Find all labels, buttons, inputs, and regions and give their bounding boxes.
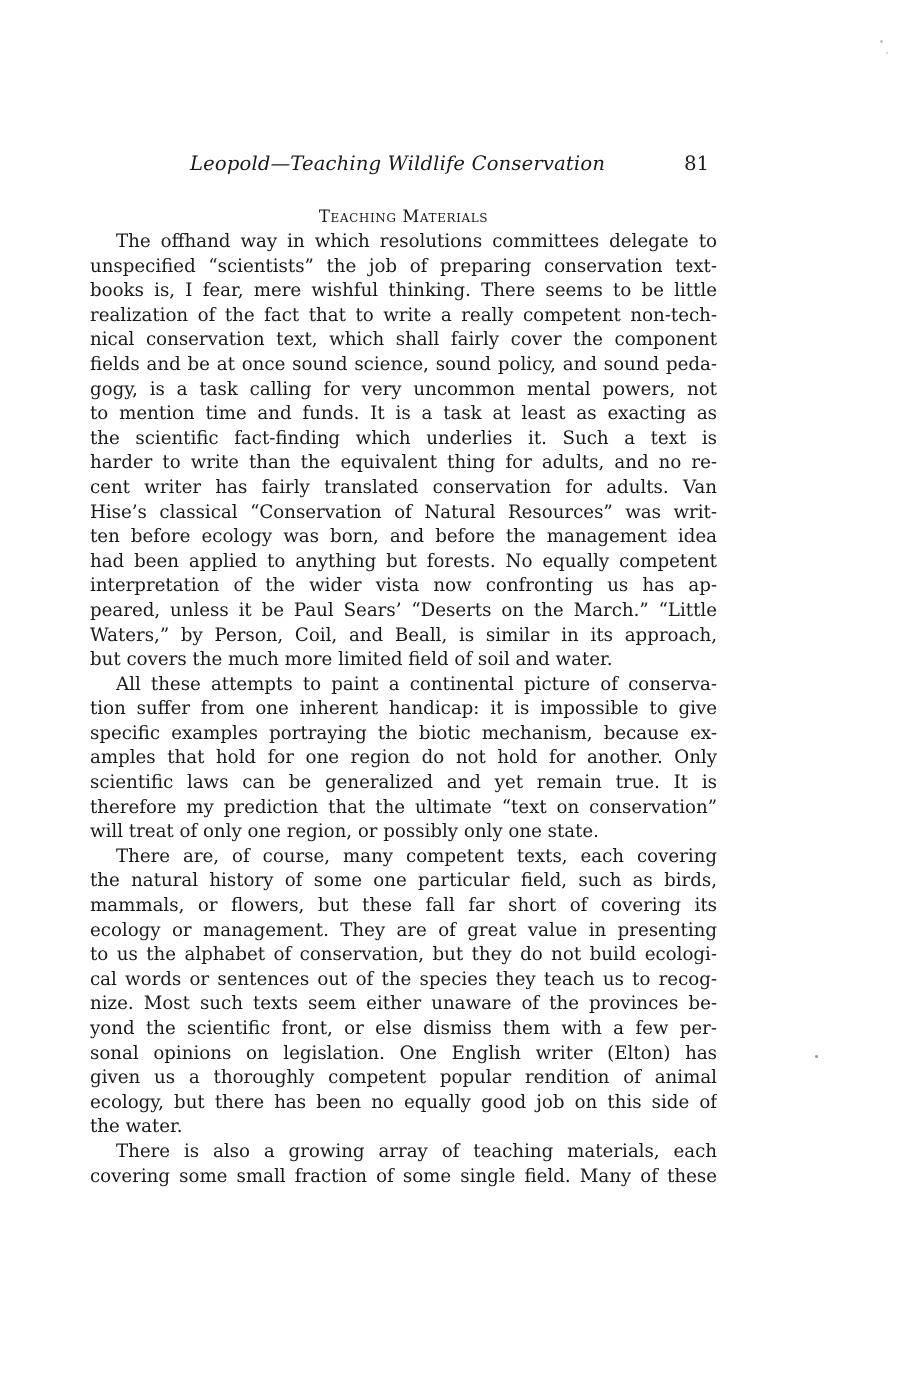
- text-line: interpretation of the wider vista now confronting us has ap-: [90, 575, 717, 597]
- text-line: therefore my prediction that the ultimate “text on conservation”: [90, 796, 717, 818]
- text-line: yond the scientific front, or else dismiss them with a few per-: [90, 1018, 717, 1039]
- text-line: the natural history of some one particular field, such as birds,: [90, 870, 717, 892]
- text-line: The offhand way in which resolutions committees delegate to: [116, 231, 717, 252]
- text-line: given us a thoroughly competent popular rendition of animal: [90, 1067, 717, 1089]
- paragraph: [90, 845, 717, 1140]
- scan-speck: [886, 52, 888, 54]
- text-line: ten before ecology was born, and before the management idea: [90, 526, 717, 548]
- book-page: [90, 152, 717, 1189]
- paragraph: [90, 1140, 717, 1189]
- text-line: to mention time and funds. It is a task at least as exacting as: [90, 403, 717, 425]
- running-head: [90, 152, 717, 188]
- text-line: Waters,” by Person, Coil, and Beall, is similar in its approach,: [90, 624, 717, 646]
- text-line: fields and be at once sound science, sound policy, and sound peda-: [90, 353, 717, 375]
- text-line: amples that hold for one region do not hold for another. Only: [90, 747, 717, 769]
- text-line: cal words or sentences out of the species they teach us to recog-: [90, 968, 717, 990]
- text-line: gogy, is a task calling for very uncommon mental powers, not: [90, 378, 717, 400]
- text-line: the scientific fact-finding which underlies it. Such a text is: [90, 427, 717, 449]
- text-line: ecology, but there has been no equally good job on this side of: [90, 1091, 717, 1113]
- scan-speck: [706, 856, 708, 858]
- text-line: nical conservation text, which shall fairly cover the component: [90, 329, 717, 351]
- text-line: books is, I fear, mere wishful thinking. There seems to be little: [90, 280, 717, 302]
- text-line: nize. Most such texts seem either unaware of the provinces be-: [90, 993, 717, 1015]
- text-line: specific examples portraying the biotic mechanism, because ex-: [90, 722, 717, 744]
- text-line: to us the alphabet of conservation, but they do not build ecologi-: [90, 944, 717, 966]
- running-title: Leopold—Teaching Wildlife Conservation: [190, 152, 606, 175]
- text-line: scientific laws can be generalized and yet remain true. It is: [90, 772, 717, 794]
- text-line: All these attempts to paint a continental picture of conserva-: [116, 673, 717, 695]
- page-number: 81: [684, 152, 709, 175]
- text-line: There is also a growing array of teaching materials, each: [116, 1140, 717, 1162]
- text-line: cent writer has fairly translated conservation for adults. Van: [90, 476, 717, 498]
- section-heading: Teaching Materials: [318, 207, 489, 226]
- text-line: sonal opinions on legislation. One English writer (Elton) has: [90, 1042, 717, 1064]
- text-line: will treat of only one region, or possibly only one state.: [90, 821, 599, 843]
- paragraph: [90, 673, 717, 845]
- text-line: realization of the fact that to write a really competent non-tech-: [90, 304, 717, 326]
- text-line: covering some small fraction of some single field. Many of these: [90, 1165, 717, 1187]
- paragraph: [90, 230, 717, 673]
- scan-speck: [880, 40, 883, 43]
- body-text: [90, 230, 717, 1189]
- text-line: Hise’s classical “Conservation of Natural Resources” was writ-: [90, 501, 717, 523]
- text-line: ecology or management. They are of great value in presenting: [90, 919, 717, 941]
- text-line: unspecified “scientists” the job of preparing conservation text-: [90, 255, 717, 277]
- text-line: the water.: [90, 1116, 183, 1138]
- text-line: harder to write than the equivalent thing for adults, and no re-: [90, 452, 717, 474]
- text-line: tion suffer from one inherent handicap: it is impossible to give: [90, 698, 717, 720]
- scan-speck: [815, 1055, 818, 1058]
- text-line: mammals, or flowers, but these fall far short of covering its: [90, 895, 717, 917]
- text-line: peared, unless it be Paul Sears’ “Deserts on the March.” “Little: [90, 599, 717, 621]
- text-line: There are, of course, many competent texts, each covering: [116, 845, 717, 867]
- text-line: but covers the much more limited field of soil and water.: [90, 649, 613, 671]
- text-line: had been applied to anything but forests. No equally competent: [90, 550, 717, 572]
